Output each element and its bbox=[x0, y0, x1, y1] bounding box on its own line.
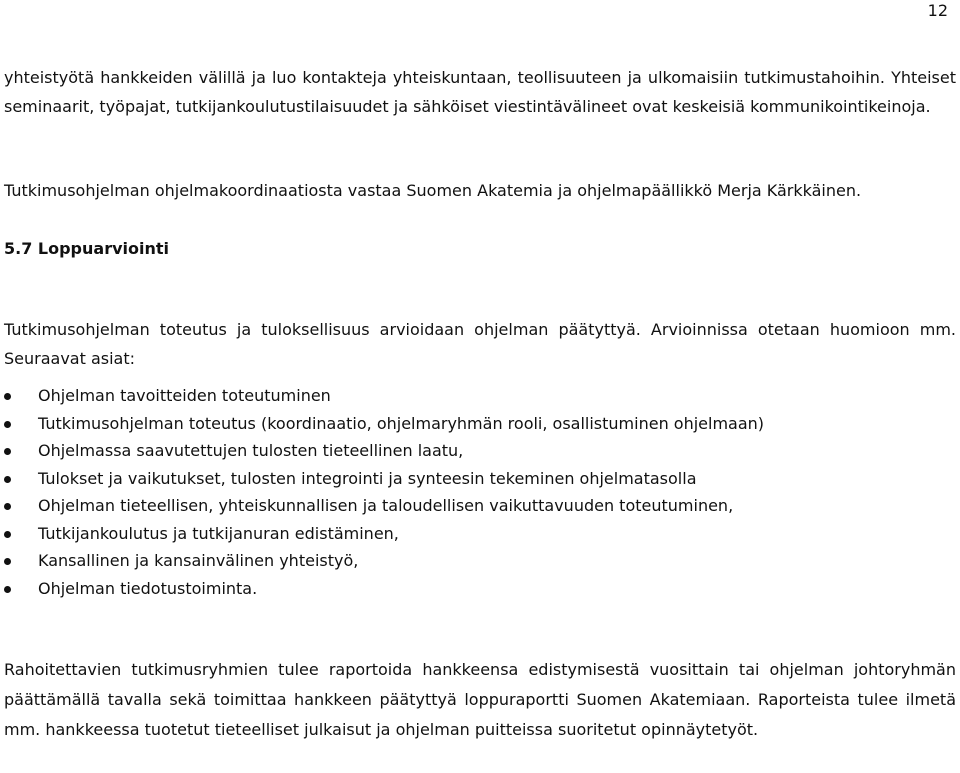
bullet-icon bbox=[4, 393, 11, 400]
evaluation-criteria-list bbox=[4, 382, 944, 602]
list-item-text: Ohjelman tiedotustoiminta. bbox=[38, 578, 258, 598]
bullet-icon bbox=[4, 448, 11, 455]
page-number: 12 bbox=[927, 1, 948, 20]
list-item-text: Ohjelman tieteellisen, yhteiskunnallisen ja taloudellisen vaikuttavuuden toteutuminen, bbox=[38, 496, 734, 515]
list-item-text: Tulokset ja vaikutukset, tulosten integrointi ja synteesin tekeminen ohjelmatasolla bbox=[38, 468, 697, 488]
paragraph-collaboration: yhteistyötä hankkeiden välillä ja luo kontakteja yhteiskuntaan, teollisuuteen ja ulkomaisiin tutkimustahoihin. Yhteiset seminaarit, työpajat, tutkijankoulutustilaisuudet ja sähköiset viestintävälineet ovat keskeisiä kommunikointikeinoja. bbox=[4, 68, 956, 116]
list-item bbox=[4, 437, 944, 465]
paragraph-evaluation-intro: Tutkimusohjelman toteutus ja tuloksellisuus arvioidaan ohjelman päätyttyä. Arvioinnissa otetaan huomioon mm. Seuraavat asiat: bbox=[4, 320, 956, 368]
list-item-text: Kansallinen ja kansainvälinen yhteistyö, bbox=[38, 551, 359, 570]
list-item bbox=[4, 382, 944, 410]
list-item-text: Tutkijankoulutus ja tutkijanuran edistäminen, bbox=[38, 523, 399, 543]
paragraph-reporting: Rahoitettavien tutkimusryhmien tulee raportoida hankkeensa edistymisestä vuosittain tai ohjelman johtoryhmän päättämällä tavalla sekä toimittaa hankkeen päätyttyä loppuraportti Suomen Akatemiaan. Raporteista tulee ilmetä mm. hankkeessa tuotetut tieteelliset julkaisut ja ohjelman puitteissa suoritetut opinnäytetyöt. bbox=[4, 660, 956, 739]
paragraph-coordination: Tutkimusohjelman ohjelmakoordinaatiosta vastaa Suomen Akatemia ja ohjelmapäällikkö Merja Kärkkäinen. bbox=[4, 181, 862, 200]
bullet-icon bbox=[4, 476, 11, 483]
list-item-text: Ohjelmassa saavutettujen tulosten tieteellinen laatu, bbox=[38, 441, 464, 460]
bullet-icon bbox=[4, 586, 11, 593]
list-item bbox=[4, 547, 944, 575]
bullet-icon bbox=[4, 558, 11, 565]
bullet-icon bbox=[4, 503, 11, 510]
list-item-text: Ohjelman tavoitteiden toteutuminen bbox=[38, 386, 331, 405]
list-item-text: Tutkimusohjelman toteutus (koordinaatio, ohjelmaryhmän rooli, osallistuminen ohjelmaan) bbox=[38, 413, 765, 433]
list-item bbox=[4, 575, 944, 603]
section-heading: 5.7 Loppuarviointi bbox=[4, 239, 169, 258]
list-item bbox=[4, 410, 944, 438]
list-item bbox=[4, 465, 944, 493]
list-item bbox=[4, 520, 944, 548]
bullet-icon bbox=[4, 531, 11, 538]
list-item bbox=[4, 492, 944, 520]
bullet-icon bbox=[4, 421, 11, 428]
